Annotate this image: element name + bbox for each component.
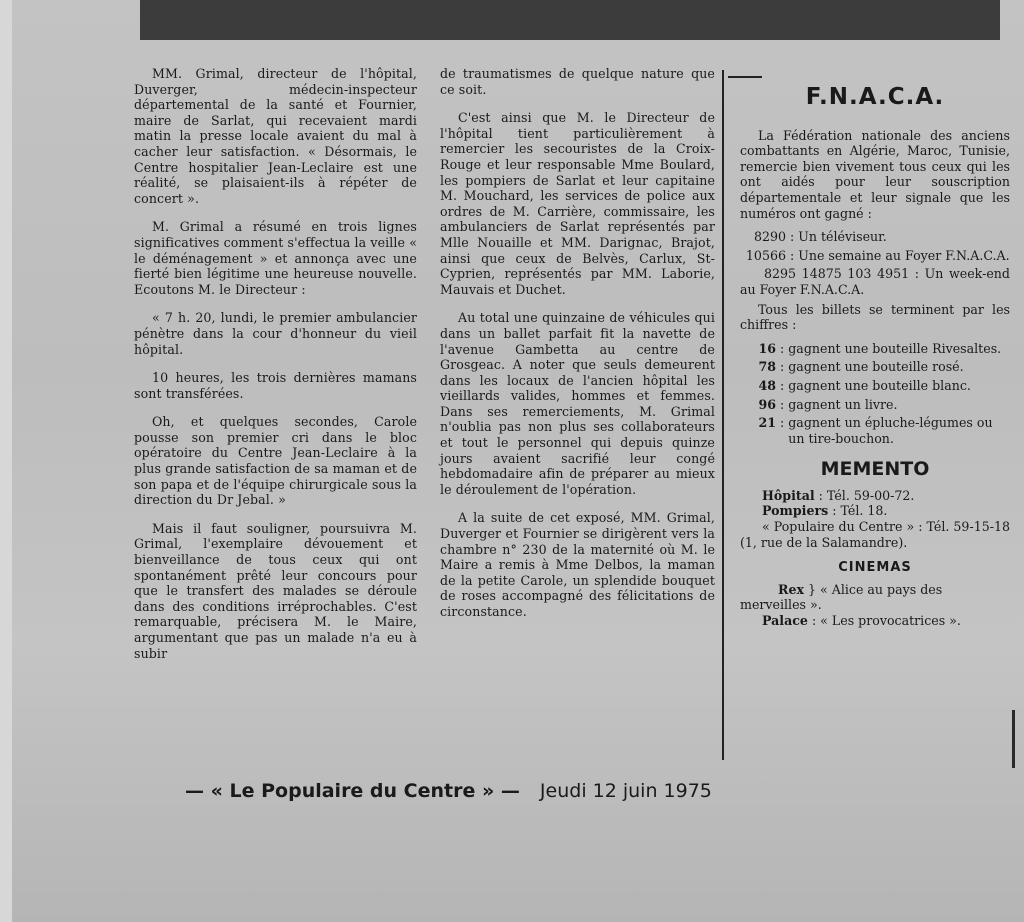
article-paragraph: MM. Grimal, directeur de l'hôpital, Duverger, médecin-inspecteur départemental de la santé et Fournier, maire de Sarlat, qui recevaient mardi matin la presse locale avaient du mal à cacher leur satisfaction. « Désormais, le Centre hospitalier Jean-Leclaire est une réalité, se plaisaient-ils à répéter de concert ». xyxy=(134,66,417,206)
billet-row: 21 : gagnent un épluche-légumes ou un tire-bouchon. xyxy=(740,415,1010,446)
fnaca-title: F.N.A.C.A. xyxy=(805,84,945,110)
cinema-palace-film: : « Les provocatrices ». xyxy=(811,613,961,629)
billet-number: 48 xyxy=(758,377,776,393)
billet-number: 78 xyxy=(758,359,776,375)
billet-number: 16 xyxy=(758,340,776,356)
photo-strip xyxy=(140,0,1000,40)
article-paragraph: « 7 h. 20, lundi, le premier ambulancier pénètre dans la cour d'honneur du vieil hôpital. xyxy=(134,310,417,357)
source-footer xyxy=(185,780,885,802)
prize-row: 8295 14875 103 4951 : Un week-end au Foyer F.N.A.C.A. xyxy=(740,266,1010,297)
cinema-rex-label: Rex xyxy=(778,581,804,597)
right-edge-rule xyxy=(1012,710,1015,768)
article-paragraph: C'est ainsi que M. le Directeur de l'hôpital tient particulièrement à remercier les secouristes de la Croix-Rouge et leur responsable Mme Boulard, les pompiers de Sarlat et leur capitaine M. Mouchard, les services de police aux ordres de M. Carrière, commissaire, les ambulanciers de Sarlat représentés par Mlle Nouaille et MM. Darignac, Brajot, ainsi que ceux de Belvès, Carlux, St-Cyprien, représentés par MM. Laborie, Mauvais et Duchet. xyxy=(440,110,715,297)
cinemas-title: CINEMAS xyxy=(838,560,912,576)
sidebar-column xyxy=(740,84,1010,629)
article-paragraph: de traumatismes de quelque nature que ce soit. xyxy=(440,66,715,97)
cinema-rex: Rex } « Alice au pays des merveilles ». xyxy=(740,581,943,613)
article-paragraph: Au total une quinzaine de véhicules qui dans un ballet parfait fit la navette de l'avenue Gambetta au centre de Grosgeac. A noter que seuls demeurent dans les locaux de l'ancien hôpital les vieillards valides, hommes et femmes. Dans ses remerciements, M. Grimal n'oublia pas non plus ses collaborateurs et tout le personnel qui depuis quinze jours avaient sacrifié leur congé hebdomadaire afin de préparer au mieux le déroulement de l'opération. xyxy=(440,310,715,497)
prize-text: Un week-end au Foyer F.N.A.C.A. xyxy=(740,266,1010,297)
article-paragraph: 10 heures, les trois dernières mamans sont transférées. xyxy=(134,370,417,401)
column-divider xyxy=(722,70,724,760)
cinema-palace-label: Palace xyxy=(762,613,808,629)
prize-row: 10566 : Une semaine au Foyer F.N.A.C.A. xyxy=(740,248,1010,264)
cinema-rex-film: « Alice au pays des merveilles ». xyxy=(740,581,943,613)
memento-hopital-tel: : Tél. 59-00-72. xyxy=(818,487,915,503)
billets-intro: Tous les billets se terminent par les chiffres : xyxy=(740,301,1010,333)
memento-pompiers-label: Pompiers xyxy=(762,503,829,519)
article-paragraph: Oh, et quelques secondes, Carole pousse son premier cri dans le bloc opératoire du Centre Jean-Leclaire à la plus grande satisfaction de sa maman et de son papa et de l'équipe chirurgicale sous la direction du Dr Jebal. » xyxy=(134,414,417,508)
article-column-1 xyxy=(134,66,417,674)
article-column-2 xyxy=(440,66,715,633)
billet-row: 16 : gagnent une bouteille Rivesaltes. xyxy=(740,341,1010,357)
fnaca-intro: La Fédération nationale des anciens combattants en Algérie, Maroc, Tunisie, remercie bien vivement tous ceux qui les ont aidés pour leur souscription départementale et leur signale que les numéros ont gagné : xyxy=(740,127,1010,221)
prize-number: 8295 14875 103 4951 xyxy=(764,266,910,282)
billet-text: gagnent une bouteille Rivesaltes. xyxy=(788,340,1002,356)
memento-hopital-label: Hôpital xyxy=(762,487,815,503)
prize-row: 8290 : Un téléviseur. xyxy=(740,229,1010,245)
article-paragraph: Mais il faut souligner, poursuivra M. Grimal, l'exemplaire dévouement et bienveillance de tous ceux qui ont spontanément prêté leur concours pour que le transfert des malades se déroule dans des conditions irréprochables. C'est remarquable, précisera M. le Maire, argumentant que pas un malade n'a eu à subir xyxy=(134,520,417,661)
billet-text: gagnent un livre. xyxy=(788,396,898,412)
memento-hopital xyxy=(740,488,1010,504)
billet-row: 48 : gagnent une bouteille blanc. xyxy=(740,378,1010,394)
memento-pompiers-tel: : Tél. 18. xyxy=(832,503,888,519)
billet-number: 21 xyxy=(758,415,776,431)
memento-pompiers xyxy=(740,503,1010,519)
newspaper-name: — « Le Populaire du Centre » — xyxy=(185,780,520,802)
article-paragraph: M. Grimal a résumé en trois lignes significatives comment s'effectua la veille « le déménagement » et annonça avec une fierté bien légitime une heureuse nouvelle. Ecoutons M. le Directeur : xyxy=(134,219,417,297)
article-paragraph: A la suite de cet exposé, MM. Grimal, Duverger et Fournier se dirigèrent vers la chambre n° 230 de la maternité où M. le Maire a remis à Mme Delbos, la maman de la petite Carole, un splendide bouquet de roses accompagné des félicitations de circonstance. xyxy=(440,510,715,619)
billet-row: 96 : gagnent un livre. xyxy=(740,397,1010,413)
billet-text: gagnent une bouteille rosé. xyxy=(788,359,964,375)
billet-row: 78 : gagnent une bouteille rosé. xyxy=(740,359,1010,375)
memento-populaire: « Populaire du Centre » : Tél. 59-15-18 (1, rue de la Salamandre). xyxy=(740,519,1010,550)
divider-dash xyxy=(728,76,762,78)
prize-number: 8290 xyxy=(753,229,786,245)
billet-number: 96 xyxy=(758,396,776,412)
prize-text: Une semaine au Foyer F.N.A.C.A. xyxy=(798,247,1010,263)
cinema-palace xyxy=(740,613,1010,629)
prize-text: Un téléviseur. xyxy=(798,229,887,245)
memento-title: MEMENTO xyxy=(820,458,930,481)
paper-margin xyxy=(0,0,12,922)
billet-text: gagnent un épluche-légumes ou un tire-bouchon. xyxy=(788,415,993,446)
billet-text: gagnent une bouteille blanc. xyxy=(788,377,971,393)
publication-date: Jeudi 12 juin 1975 xyxy=(539,780,712,802)
prize-number: 10566 xyxy=(745,247,786,263)
